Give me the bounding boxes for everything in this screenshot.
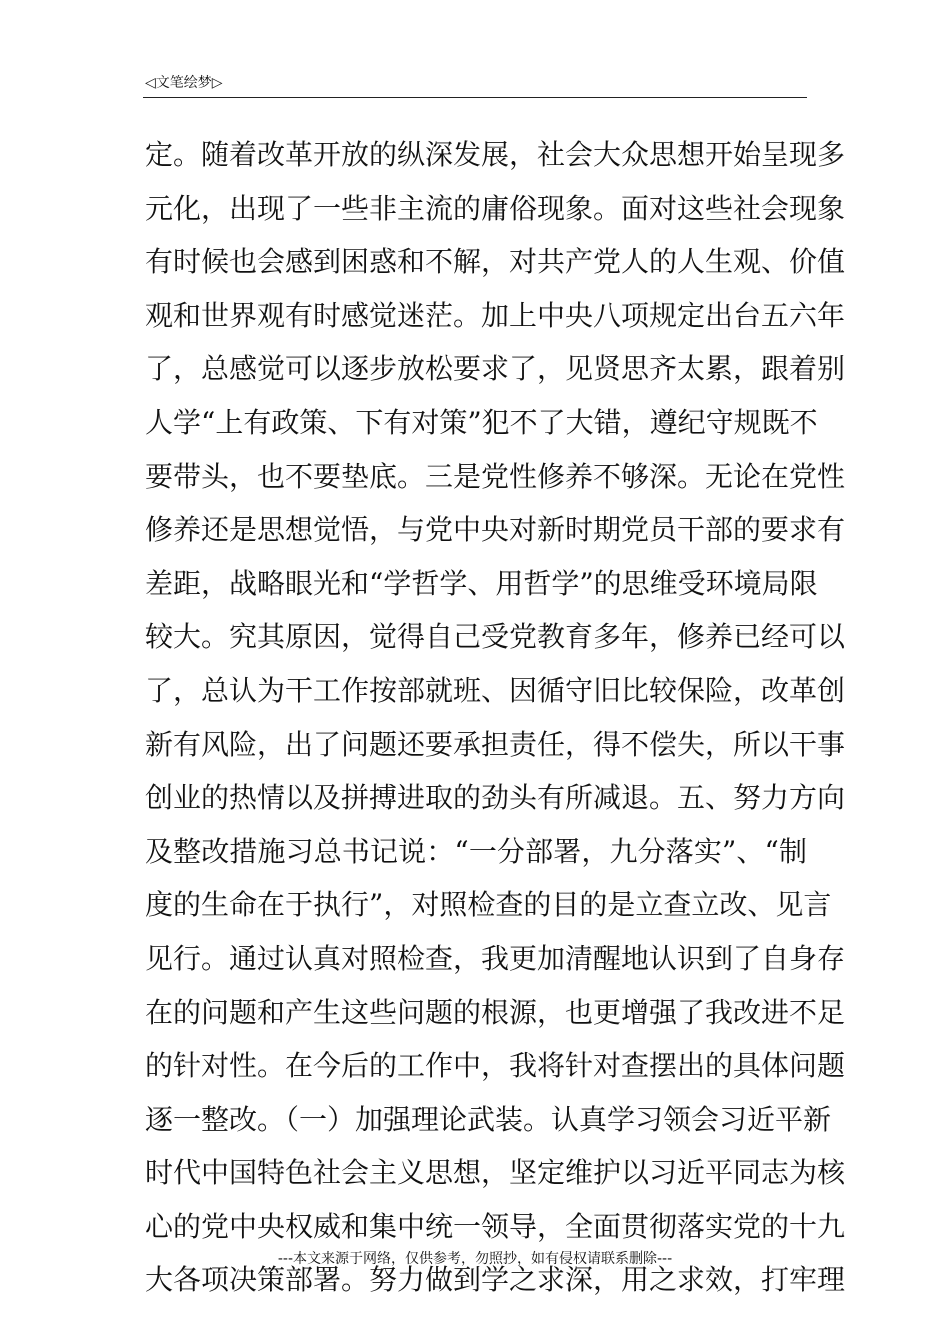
body-line: 时代中国特色社会主义思想，坚定维护以习近平同志为核 [145, 1156, 846, 1190]
body-line: 见行。通过认真对照检查，我更加清醒地认识到了自身存 [145, 941, 846, 975]
body-line: 元化，出现了一些非主流的庸俗现象。面对这些社会现象 [145, 191, 846, 225]
body-line: 定。随着改革开放的纵深发展，社会大众思想开始呈现多 [145, 138, 846, 171]
body-line: 逐一整改。（一）加强理论武装。认真学习领会习近平新 [145, 1102, 832, 1136]
body-line: 度的生命在于执行”，对照检查的目的是立查立改、见言 [145, 888, 832, 922]
body-line: 观和世界观有时感觉迷茫。加上中央八项规定出台五六年 [145, 298, 846, 332]
body-line: 较大。究其原因，觉得自己受党教育多年，修养已经可以 [145, 620, 846, 654]
body-line: 大各项决策部署。努力做到学之求深，用之求效，打牢理 [145, 1263, 846, 1297]
body-line: 在的问题和产生这些问题的根源，也更增强了我改进不足 [145, 995, 846, 1029]
body-line: 及整改措施习总书记说：“一分部署，九分落实”、“制 [145, 834, 807, 868]
body-line: 了，总感觉可以逐步放松要求了，见贤思齐太累，跟着别 [145, 352, 846, 386]
header-divider [143, 97, 807, 98]
document-header-title: ◁文笔绘梦▷ [145, 75, 223, 91]
body-line: 修养还是思想觉悟，与党中央对新时期党员干部的要求有 [145, 513, 846, 547]
body-line: 差距，战略眼光和“学哲学、用哲学”的思维受环境局限 [145, 566, 818, 600]
body-line: 人学“上有政策、下有对策”犯不了大错，遵纪守规既不 [145, 405, 818, 439]
document-body [145, 128, 846, 1307]
body-line: 有时候也会感到困惑和不解，对共产党人的人生观、价值 [145, 245, 846, 279]
body-line: 的针对性。在今后的工作中，我将针对查摆出的具体问题 [145, 1049, 846, 1083]
body-line: 了，总认为干工作按部就班、因循守旧比较保险，改革创 [145, 673, 846, 707]
body-line: 创业的热情以及拼搏进取的劲头有所减退。五、努力方向 [145, 781, 846, 815]
body-line: 新有风险，出了问题还要承担责任，得不偿失，所以干事 [145, 727, 846, 761]
body-line: 要带头，也不要垫底。三是党性修养不够深。无论在党性 [145, 459, 846, 493]
body-line: 心的党中央权威和集中统一领导，全面贯彻落实党的十九 [145, 1209, 846, 1243]
footer-disclaimer: ---本文来源于网络，仅供参考，勿照抄，如有侵权请联系删除--- [277, 1251, 673, 1267]
